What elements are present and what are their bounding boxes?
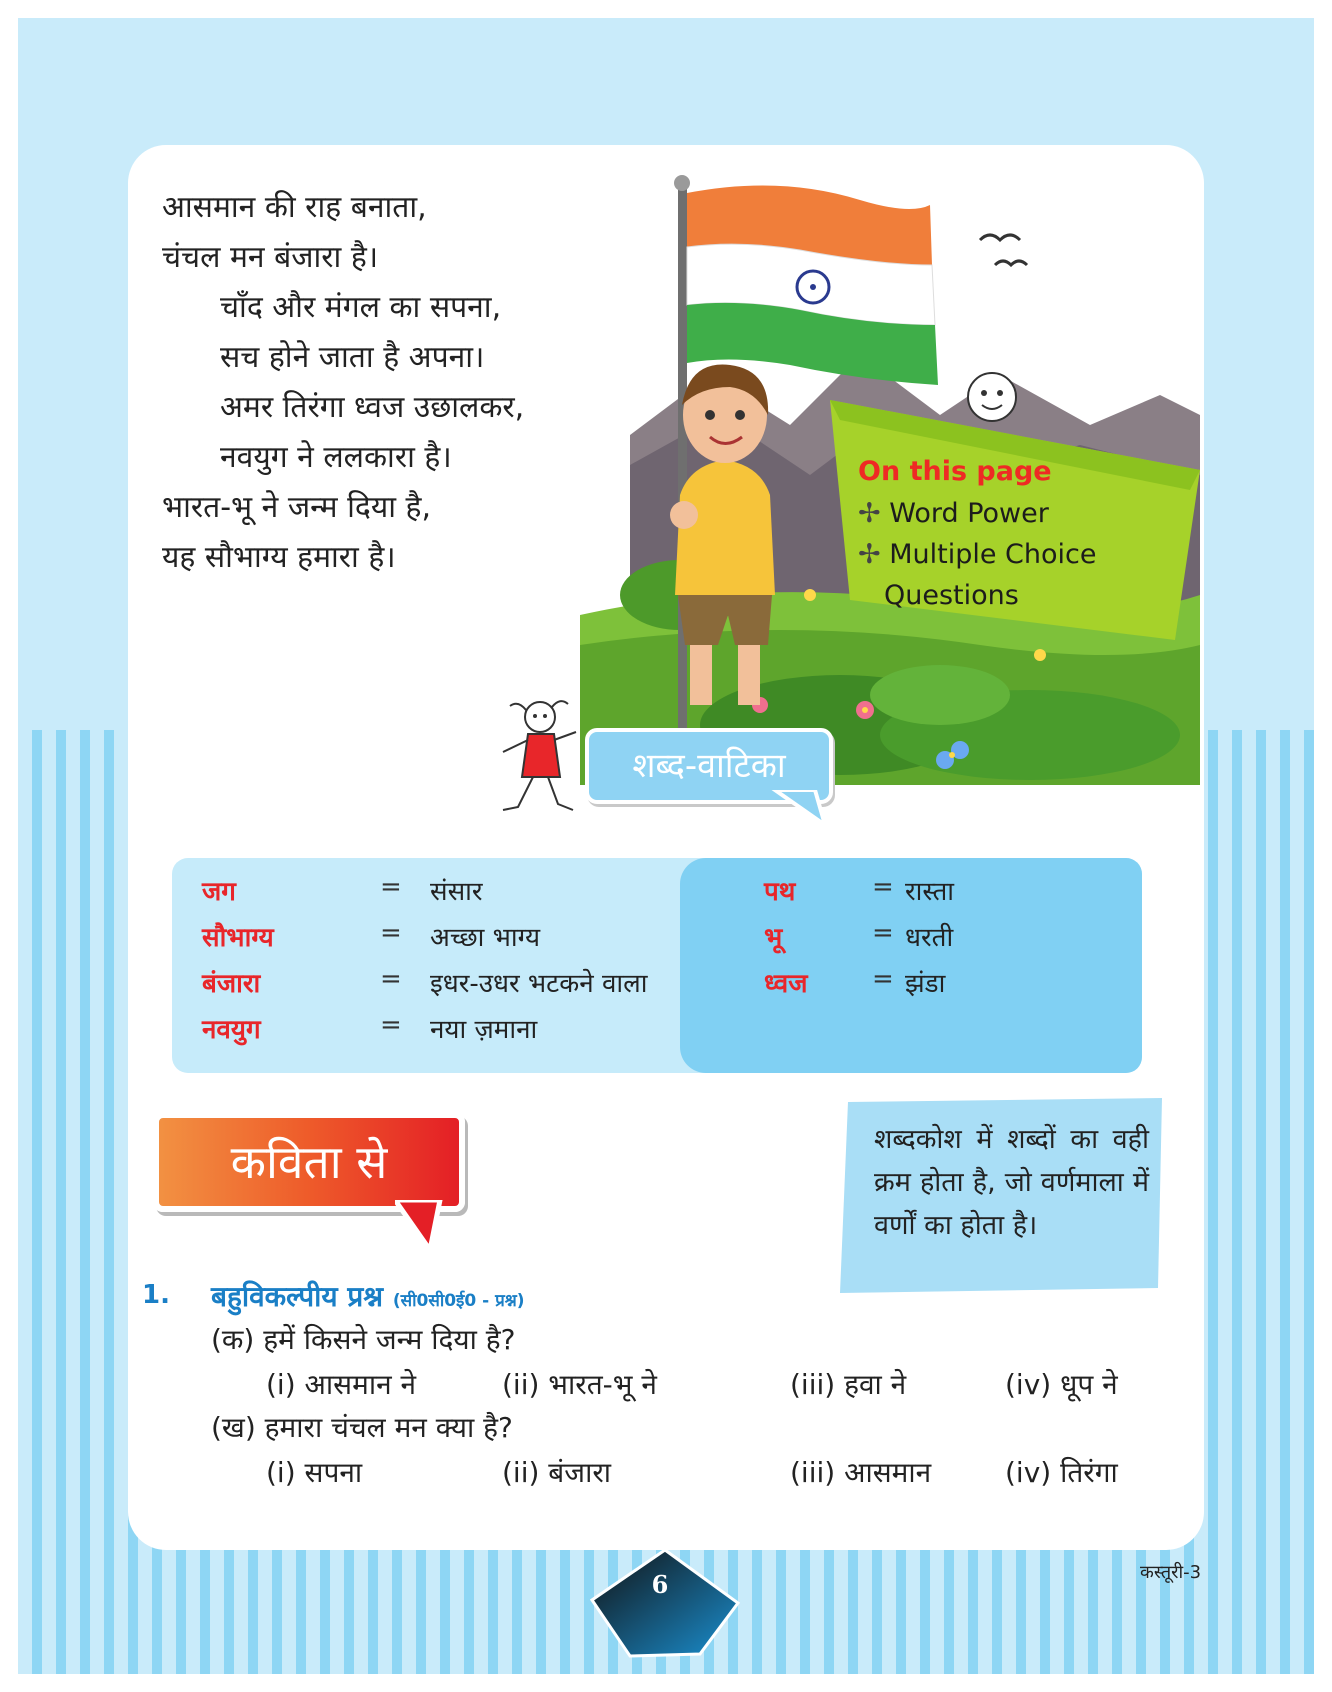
- equals-sign: =: [380, 964, 402, 994]
- question-item: (ख) हमारा चंचल मन क्या है?: [211, 1411, 513, 1444]
- bullet-icon: ✢: [858, 539, 881, 570]
- word-meaning: झंडा: [905, 969, 946, 999]
- equals-sign: =: [380, 872, 402, 902]
- word-row: भू: [764, 923, 783, 953]
- section-heading: कविता से: [153, 1112, 465, 1212]
- word-meaning: अच्छा भाग्य: [430, 923, 541, 953]
- page-number: 6: [651, 1570, 669, 1599]
- equals-sign: =: [872, 918, 894, 948]
- answer-option: (ii) भारत-भू ने: [502, 1368, 657, 1401]
- word-row: पथ: [764, 877, 796, 907]
- answer-option: (iv) धूप ने: [1005, 1368, 1118, 1401]
- poem-line: यह सौभाग्य हमारा है।: [162, 540, 396, 575]
- question-item: (क) हमें किसने जन्म दिया है?: [211, 1323, 516, 1356]
- word-row: जग: [202, 877, 236, 907]
- word-meaning: धरती: [905, 923, 954, 953]
- equals-sign: =: [380, 1010, 402, 1040]
- word-meaning-box: [172, 858, 1142, 1073]
- equals-sign: =: [872, 964, 894, 994]
- answer-option: (ii) बंजारा: [502, 1456, 612, 1489]
- word-row: बंजारा: [202, 969, 261, 999]
- word-meaning: नया ज़माना: [430, 1015, 538, 1045]
- on-this-page-title: On this page: [858, 456, 1052, 487]
- word-garden-heading: शब्द-वाटिका: [585, 728, 833, 804]
- word-row: नवयुग: [202, 1015, 261, 1045]
- poem-line: सच होने जाता है अपना।: [220, 340, 485, 375]
- poem-line: भारत-भू ने जन्म दिया है,: [162, 490, 432, 525]
- book-name: कस्तूरी-3: [1140, 1562, 1202, 1583]
- speech-tail-icon: [395, 1200, 465, 1255]
- equals-sign: =: [380, 918, 402, 948]
- poem-line: अमर तिरंगा ध्वज उछालकर,: [220, 390, 525, 425]
- on-this-page: [858, 456, 1178, 616]
- word-meaning: संसार: [430, 877, 483, 907]
- answer-option: (iv) तिरंगा: [1005, 1456, 1118, 1489]
- answer-option: (iii) आसमान: [790, 1456, 932, 1489]
- poem-line: चंचल मन बंजारा है।: [162, 240, 379, 275]
- question-number: 1.: [142, 1280, 170, 1310]
- answer-option: (iii) हवा ने: [790, 1368, 907, 1401]
- question-title: बहुविकल्पीय प्रश्न (सी0सी0ई0 - प्रश्न): [211, 1280, 525, 1313]
- question-subtitle: (सी0सी0ई0 - प्रश्न): [392, 1291, 525, 1311]
- word-row: ध्वज: [764, 969, 808, 999]
- poem-line: चाँद और मंगल का सपना,: [220, 290, 502, 325]
- answer-option: (i) सपना: [266, 1456, 363, 1489]
- equals-sign: =: [872, 872, 894, 902]
- word-meaning: रास्ता: [905, 877, 955, 907]
- word-meaning: इधर-उधर भटकने वाला: [430, 969, 648, 999]
- poem-line: नवयुग ने ललकारा है।: [220, 440, 452, 475]
- page-number-badge: [590, 1548, 740, 1658]
- speech-tail-icon: [770, 790, 830, 830]
- on-this-page-item-continued: Questions: [884, 580, 1019, 611]
- bullet-icon: ✢: [858, 498, 881, 529]
- poem-line: आसमान की राह बनाता,: [162, 190, 427, 225]
- running-girl-icon: [488, 692, 588, 827]
- word-row: सौभाग्य: [202, 923, 274, 953]
- answer-option: (i) आसमान ने: [266, 1368, 417, 1401]
- on-this-page-item: ✢ Word Power: [858, 498, 1049, 529]
- on-this-page-item: ✢ Multiple Choice: [858, 539, 1097, 570]
- dictionary-note: शब्दकोश में शब्दों का वही क्रम होता है, जो वर्णमाला में वर्णों का होता है।: [874, 1124, 1149, 1241]
